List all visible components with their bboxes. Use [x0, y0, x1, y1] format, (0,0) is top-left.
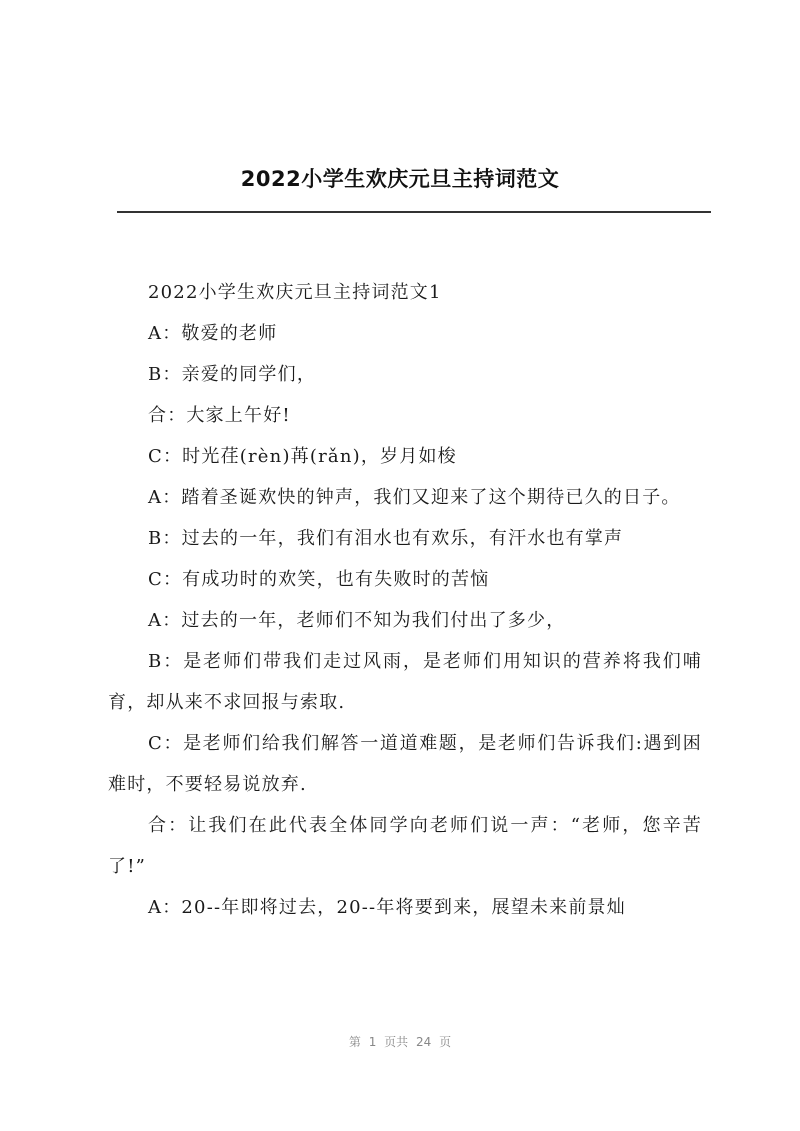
- paragraph: 2022小学生欢庆元旦主持词范文1: [148, 282, 442, 303]
- paragraph: A：踏着圣诞欢快的钟声，我们又迎来了这个期待已久的日子。: [148, 487, 681, 508]
- paragraph: 合：大家上午好!: [148, 405, 291, 426]
- paragraph: C：时光荏(rèn)苒(rǎn)，岁月如梭: [148, 446, 457, 467]
- document-body: [108, 272, 702, 928]
- paragraph: C：是老师们给我们解答一道道难题，是老师们告诉我们:遇到困难时，不要轻易说放弃.: [108, 733, 702, 795]
- paragraph: A：20--年即将过去，20--年将要到来，展望未来前景灿: [148, 897, 626, 918]
- paragraph: B：是老师们带我们走过风雨，是老师们用知识的营养将我们哺育，却从来不求回报与索取.: [108, 651, 702, 713]
- paragraph: 合：让我们在此代表全体同学向老师们说一声：“老师，您辛苦了!”: [108, 815, 702, 877]
- document-title: 2022小学生欢庆元旦主持词范文: [240, 167, 560, 191]
- paragraph: B：亲爱的同学们，: [148, 364, 317, 385]
- paragraph: B：过去的一年，我们有泪水也有欢乐，有汗水也有掌声: [148, 528, 624, 549]
- page-footer: 第 1 页共 24 页: [348, 1035, 452, 1049]
- paragraph: A：敬爱的老师: [148, 323, 278, 344]
- paragraph: A：过去的一年，老师们不知为我们付出了多少，: [148, 610, 566, 631]
- paragraph: C：有成功时的欢笑，也有失败时的苦恼: [148, 569, 490, 590]
- title-divider: [117, 211, 711, 213]
